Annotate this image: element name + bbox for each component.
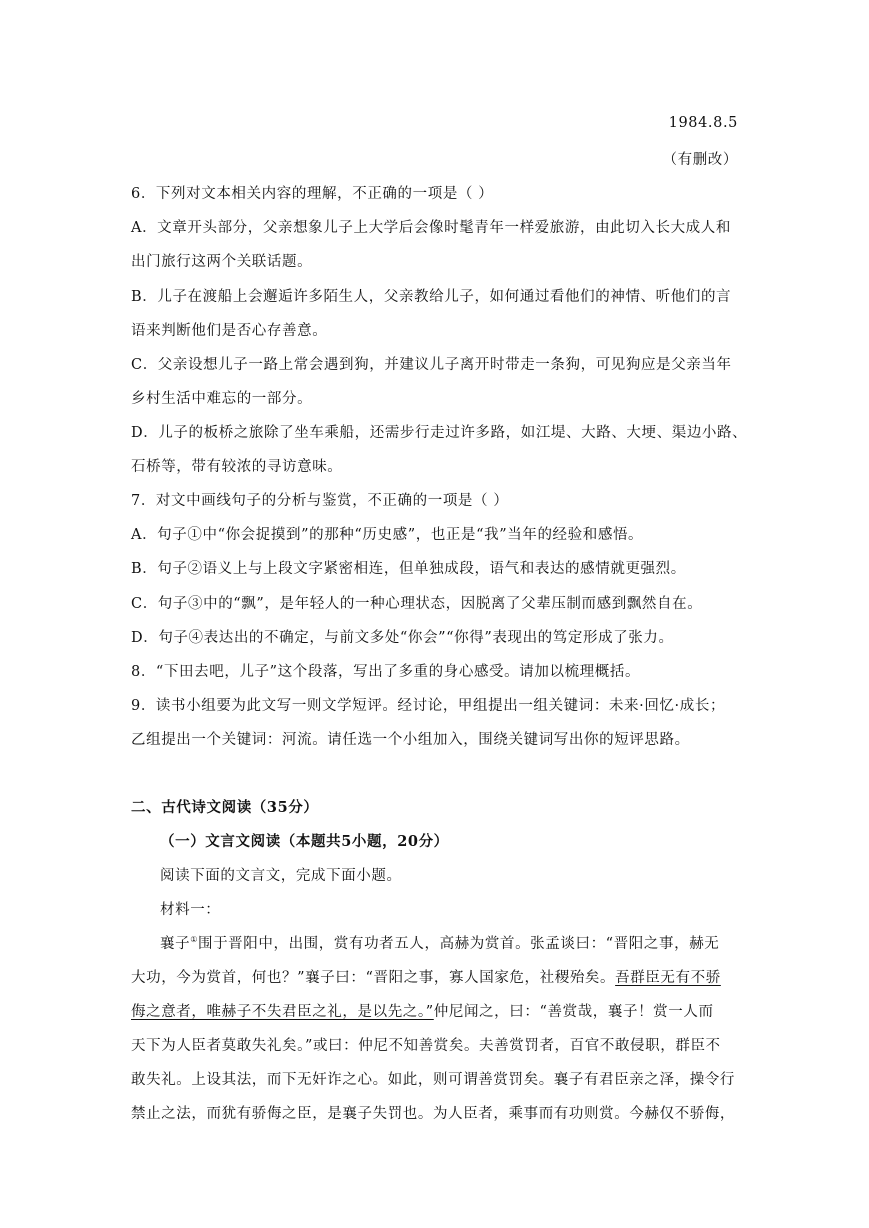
- passage-line-1: [160, 932, 719, 953]
- passage-line-2: [131, 966, 721, 987]
- underlined-sentence: 侮之意者，唯赫子不失君臣之礼，是以先之。”: [131, 1004, 434, 1020]
- passage-line-4: 天下为人臣者莫敢失礼矣。”或曰：仲尼不知善赏矣。夫善赏罚者，百官不敢侵职，群臣不: [131, 1038, 721, 1054]
- passage-text: 围于晋阳中，出围，赏有功者五人，高赫为赏首。张孟谈曰：“晋阳之事，赫无: [197, 936, 720, 952]
- passage-text: 仲尼闻之，曰：“善赏哉，襄子！赏一人而: [433, 1004, 714, 1020]
- question-9-cont: 乙组提出一个关键词：河流。请任选一个小组加入，围绕关键词写出你的短评思路。: [131, 732, 690, 748]
- material-label: 材料一：: [160, 902, 221, 918]
- section-title: 二、古代诗文阅读（35分）: [131, 799, 319, 816]
- question-8: 8．“下田去吧，儿子”这个段落，写出了多重的身心感受。请加以梳理概括。: [131, 664, 641, 680]
- passage-line-6: 禁止之法，而犹有骄侮之臣，是襄子失罚也。为人臣者，乘事而有功则赏。今赫仅不骄侮，: [131, 1106, 735, 1122]
- footnote-marker: ①: [190, 935, 198, 945]
- question-6-option-b-cont: 语来判断他们是否心存善意。: [131, 323, 328, 339]
- question-6-stem: 6．下列对文本相关内容的理解，不正确的一项是（ ）: [131, 186, 494, 202]
- question-6-option-b: B．儿子在渡船上会邂逅许多陌生人，父亲教给儿子，如何通过看他们的神情、听他们的言: [131, 289, 732, 305]
- date-line: 1984.8.5: [668, 115, 738, 131]
- question-6-option-c: C．父亲设想儿子一路上常会遇到狗，并建议儿子离开时带走一条狗，可见狗应是父亲当年: [131, 357, 732, 373]
- question-7-stem: 7．对文中画线句子的分析与鉴赏，不正确的一项是（ ）: [131, 493, 509, 509]
- question-6-option-d: D．儿子的板桥之旅除了坐车乘船，还需步行走过许多路，如江堤、大路、大埂、渠边小路、: [131, 425, 748, 441]
- reading-instruction: 阅读下面的文言文，完成下面小题。: [160, 868, 402, 884]
- question-6-option-a: A．文章开头部分，父亲想象儿子上大学后会像时髦青年一样爱旅游，由此切入长大成人和: [131, 220, 731, 236]
- question-7-option-c: C．句子③中的“飘”，是年轻人的一种心理状态，因脱离了父辈压制而感到飘然自在。: [131, 596, 703, 612]
- underlined-sentence: 吾群臣无有不骄: [615, 970, 721, 986]
- question-6-option-a-cont: 出门旅行这两个关联话题。: [131, 254, 313, 270]
- question-7-option-a: A．句子①中“你会捉摸到”的那种“历史感”，也正是“我”当年的经验和感悟。: [131, 527, 644, 543]
- question-7-option-d: D．句子④表达出的不确定，与前文多处“你会”“你得”表现出的笃定形成了张力。: [131, 630, 674, 646]
- passage-line-5: 敢失礼。上设其法，而下无奸诈之心。如此，则可谓善赏罚矣。襄子有君臣亲之泽，操令行: [131, 1072, 735, 1088]
- question-9: 9．读书小组要为此文写一则文学短评。经讨论，甲组提出一组关键词：未来·回忆·成长；: [131, 698, 726, 714]
- question-7-option-b: B．句子②语义上与上段文字紧密相连，但单独成段，语气和表达的感情就更强烈。: [131, 561, 686, 577]
- passage-text: 襄子: [160, 936, 191, 952]
- subsection-title: （一）文言文阅读（本题共5小题，20分）: [160, 833, 449, 850]
- question-6-option-d-cont: 石桥等，带有较浓的寻访意味。: [131, 459, 343, 475]
- passage-text: 大功，今为赏首，何也？”襄子曰：“晋阳之事，寡人国家危，社稷殆矣。: [131, 970, 616, 986]
- question-6-option-c-cont: 乡村生活中难忘的一部分。: [131, 391, 313, 407]
- passage-line-3: [131, 1000, 714, 1021]
- source-note: （有删改）: [662, 152, 738, 168]
